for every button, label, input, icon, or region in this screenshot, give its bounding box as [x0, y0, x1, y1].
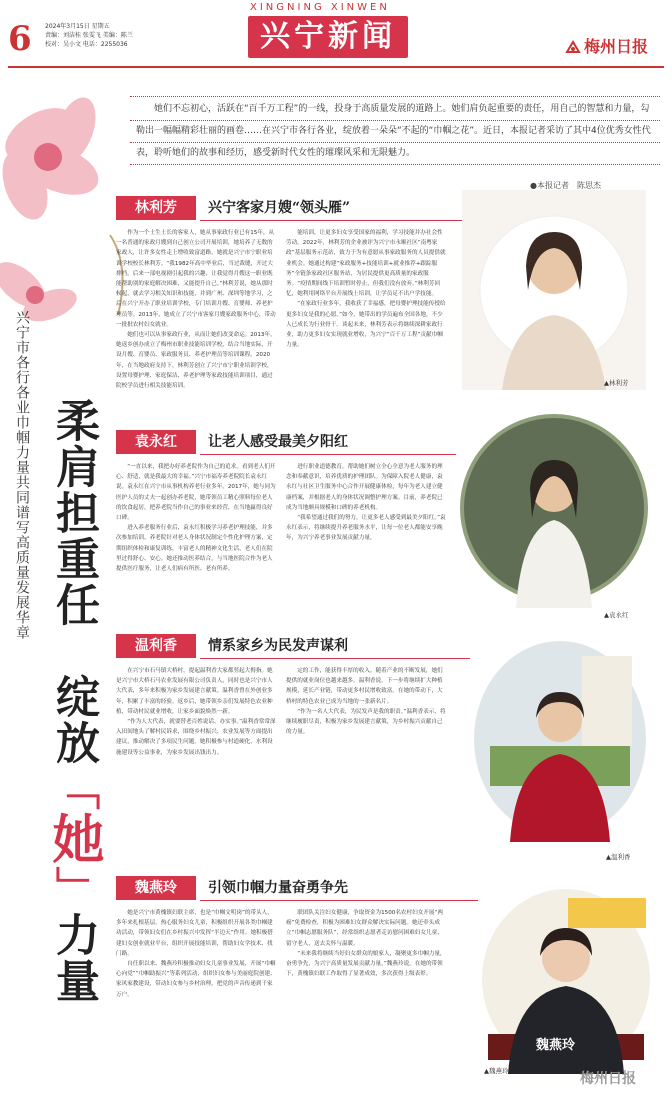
article-body [116, 462, 446, 602]
photo-caption: ▲袁永红 [604, 611, 629, 619]
article-column [286, 228, 446, 398]
photo-caption: ▲温利香 [606, 853, 631, 861]
article-column [116, 908, 276, 1064]
portrait-photo [456, 408, 652, 608]
feature-title-quote-close: 」 [48, 866, 99, 912]
article-name-badge: 袁永红 [116, 430, 196, 454]
meta-date: 2024年3月15日 星期五 [45, 23, 110, 30]
article-name-badge: 温利香 [116, 634, 196, 658]
portrait-photo [470, 636, 650, 842]
brand-name: 梅州日报 [584, 37, 649, 56]
portrait-photo [478, 884, 654, 1074]
paragraph: 她们也可以从事家政行业，从而让她们改变命运。2013年，她返乡创办成立了梅州市职业技能培训学校，结合当地实际，开设月嫂、育婴员、家政服务员、养老护理员等培训课程。2020年，在当地政府支持下，林利芳创立了兴宁市宁职业培训学校，设置母婴护理、家庭保洁、养老护理等家政技能培训项目，通过院校学员进行相关技能培训。 [116, 332, 276, 390]
lead-box [130, 98, 660, 176]
paragraph: 在兴宁市石马镇大桥村，提起温利香大家都竖起大拇指。她是兴宁市大桥石马农业发展有限公司负责人，同时也是兴宁市人大代表，多年来积极为家乡发展建言献策。温利香曾在外创业多年，积累了丰富的经验。返乡后，她带领乡亲们发展特色农业种植，带动村民就业增收，让家乡面貌焕然一新。 [116, 668, 273, 715]
section-title: 兴宁新闻 [248, 16, 408, 58]
feature-title-end: 力量 [48, 912, 99, 1004]
article-column [116, 666, 276, 834]
paragraph: 联团队关注妇女健康，争取资金为1500名农村妇女开展“两癌”免费检查，积极为困难妇女群众解决实际问题。她还牵头成立“巾帼志愿服务队”，经常组织志愿者走访慰问困难妇女儿童、留守老人，送去关怀与温暖。 [286, 910, 443, 947]
article-column [286, 666, 446, 834]
article-headline: 兴宁客家月嫂“领头雁” [208, 200, 351, 216]
feature-title [36, 398, 111, 1004]
article-body [116, 228, 446, 398]
article-column [286, 908, 446, 1064]
paragraph: “我希望通过我们的努力，让更多老人感受到最美夕阳红。”袁永红表示，将继续提升养老服务水平，让每一位老人都能安享晚年，为兴宁养老事业发展贡献力量。 [286, 515, 446, 542]
photo-nameplate: 魏燕玲 [536, 1038, 576, 1053]
paragraph: “作为一名人大代表，为民发声是我的职责。”温利香表示，将继续履职尽责，积极为家乡发展建言献策，为乡村振兴贡献自己的力量。 [286, 708, 446, 736]
paragraph: 进入养老服务行业后，袁永红积极学习养老护理技能，并多次参加培训。养老院针对老人身体状况制定个性化护理方案，定期组织体检和康复训练，丰富老人的精神文化生活，老人们在院里过得舒心、安心。她还推动医养结合，与当地医院合作为老人提供医疗服务，让老人们病有所医、老有所养。 [116, 525, 273, 573]
paragraph: “一直以来，我把办好养老院作为自己的追求。看到老人们开心、舒适，就是我最大的幸福。”兴宁市福寿养老院院长袁永红说。袁永红在兴宁市从事机构养老行业多年。2017年，她与同为医护人员的丈夫一起创办养老院，她带领员工精心照料每位老人的饮食起居，把养老院当作自己的事业来经营，在当地赢得良好口碑。 [116, 464, 276, 522]
article-headline: 让老人感受最美夕阳红 [208, 434, 348, 450]
page-number: 6 [8, 19, 32, 59]
paragraph: “未来我将继续当好妇女群众的娘家人，凝聚更多巾帼力量，奋勇争先，为兴宁高质量发展贡献力量。”魏燕玲说。在她的带领下，黄槐镇妇联工作取得了显著成效，多次获得上级表彰。 [286, 950, 446, 978]
article-headline: 情系家乡为民发声谋利 [208, 638, 348, 654]
photo-caption: ▲林利芳 [604, 379, 629, 387]
paragraph: 自任职以来，魏燕玲积极推动妇女儿童事业发展，开展“巾帼心向党”“巾帼助振兴”等系列活动，组织妇女参与美丽庭院创建、家风家教建设，带动妇女参与乡村治理，把党的声音传递到千家万户。 [116, 961, 276, 998]
meta-proof: 校对：吴小文 电话：2255036 [45, 41, 128, 48]
photo-caption: ▲魏燕玲 [484, 1067, 509, 1075]
brand-logo-icon [565, 40, 581, 54]
portrait-photo [462, 190, 646, 390]
feature-title-highlight: 她 [43, 812, 104, 866]
lead-divider [130, 120, 660, 121]
paragraph: 她是兴宁市黄槐镇妇联主席，也是“巾帼文明岗”的带头人，多年来扎根基层，热心服务妇女儿童，积极组织开展各类巾帼建功活动，带领妇女们在乡村振兴中发挥“半边天”作用。她积极搭建妇女创业就业平台，组织开展技能培训，帮助妇女学技术、找门路。 [116, 910, 273, 957]
article-name-badge: 林利芳 [116, 196, 196, 220]
lead-divider-top [130, 96, 660, 97]
feature-title-quote-open: 「 [48, 766, 99, 812]
article-body [116, 908, 446, 1064]
brand [565, 34, 648, 57]
article-body [116, 666, 446, 834]
paragraph: “作为人大代表，就要替老百姓说话、办实事。”温利香常常深入田间地头了解村民诉求，围绕乡村振兴、农业发展等方面提出建议，推动解决了多项民生问题。她积极参与村道硬化、水利设施建设等公益事业，为家乡发展出钱出力。 [116, 719, 276, 756]
paragraph: 定的工作，能获得丰厚的收入。随着产业的不断发展，她们提供的就业岗位也越来越多。温利香说，下一步将继续扩大种植规模，延长产业链，带动更多村民增收致富。在她的带动下，大桥村的特色农业已成为当地的一张新名片。 [286, 668, 443, 705]
paragraph: 作为一个土生土长的客家人，她从事家政行业已有15年，从一名普通的家政月嫂到自己创立公司开展培训，她培养了无数的家政人，让许多女性走上增收致富道路。她就是兴宁市宁职业培训学校校长林利芳。“我1982年高中毕业后，当过裁缝，开过大排档。后来一部电视剧引起我的兴趣，让我觉得月嫂这一职业既能帮助别的家庭解决困难，又能提升自己。”林利芳说，她从那时候起，就去学习相关知识和技能，并到广州、深圳等地学习，之后在兴宁开办了职业培训学校，专门培训月嫂、育婴师、养老护理员等。2013年，她成立了兴宁市客家月嫂家政服务中心，带动一批批农村妇女就业。 [116, 230, 276, 328]
paragraph: 能培训，让更多妇女享受国家的福利，学习技能并办社会性劳动。2022年，林利芳的企业被评为兴宁市永顺社区“南粤家政”基层服务示范站，致力于为有意愿从事家政服务的人员提供就业机会。她通过构建“家政服务+技能培训+就业推荐+跟踪服务”全链条家政社区服务站，为居民提供更高质量的家政服务。“疫情期间线下培训暂时停止，但我们没有放弃。”林利芳回忆，她利用网络平台开展线上培训，让学员足不出户学技能。 [286, 230, 446, 298]
paragraph: 进行职业道德教育，帮助她们树立全心全意为老人服务的理念和奉献意识，培养优质的护理团队。为保障入院老人健康，袁永红与社区卫生服务中心合作开展健康体检，每年为老人建立健康档案，并根据老人的身体状况调整护理方案。目前，养老院已成为当地颇具规模和口碑的养老机构。 [286, 464, 443, 511]
article-name-badge: 魏燕玲 [116, 876, 196, 900]
paragraph: “在家政行业多年，我收获了幸福感，把母婴护理技能传授给更多妇女是我的心愿。”如今，她带出的学员遍布全国各地，不少人已成长为行业骨干。谈起未来，林利芳表示将继续深耕家政行业，助力更多妇女实现就业增收，为兴宁“百千万工程”贡献巾帼力量。 [286, 301, 446, 349]
lead-divider [130, 142, 660, 143]
article-column [286, 462, 446, 602]
feature-title-main: 柔肩担重任 绽放 [48, 398, 99, 766]
lead-text: 她们不忘初心，活跃在“百千万工程”的一线，投身于高质量发展的道路上。她们肩负起重要的责任，用自己的智慧和力量，勾勒出一幅幅精彩壮丽的画卷……在兴宁市各行各业，绽放着一朵朵“不起的“巾帼之花”。近日，本报记者采访了其中4位优秀女性代表，聆听她们的故事和经历，感受新时代女性的璀璨风采和无限魅力。 [136, 104, 651, 158]
article-column [116, 462, 276, 602]
article-column [116, 228, 276, 398]
article-headline: 引领巾帼力量奋勇争先 [208, 880, 348, 896]
section-pinyin: XINGNING XINWEN [250, 2, 390, 13]
meta-editors: 责编：刘洁桂 张雯飞 美编：陈兰 [45, 32, 133, 39]
portrait-illustration [462, 190, 646, 390]
portrait-illustration [456, 408, 652, 608]
portrait-illustration [470, 636, 650, 842]
byline: ●本报记者 陈思杰 [530, 181, 601, 190]
brand-watermark: 梅州日报 [580, 1071, 636, 1087]
page-meta [45, 22, 215, 49]
feature-subtitle: 兴宁市各行各业巾帼力量共同谱写高质量发展华章 [14, 310, 30, 640]
header-rule [8, 66, 664, 68]
lead-divider [130, 164, 660, 165]
